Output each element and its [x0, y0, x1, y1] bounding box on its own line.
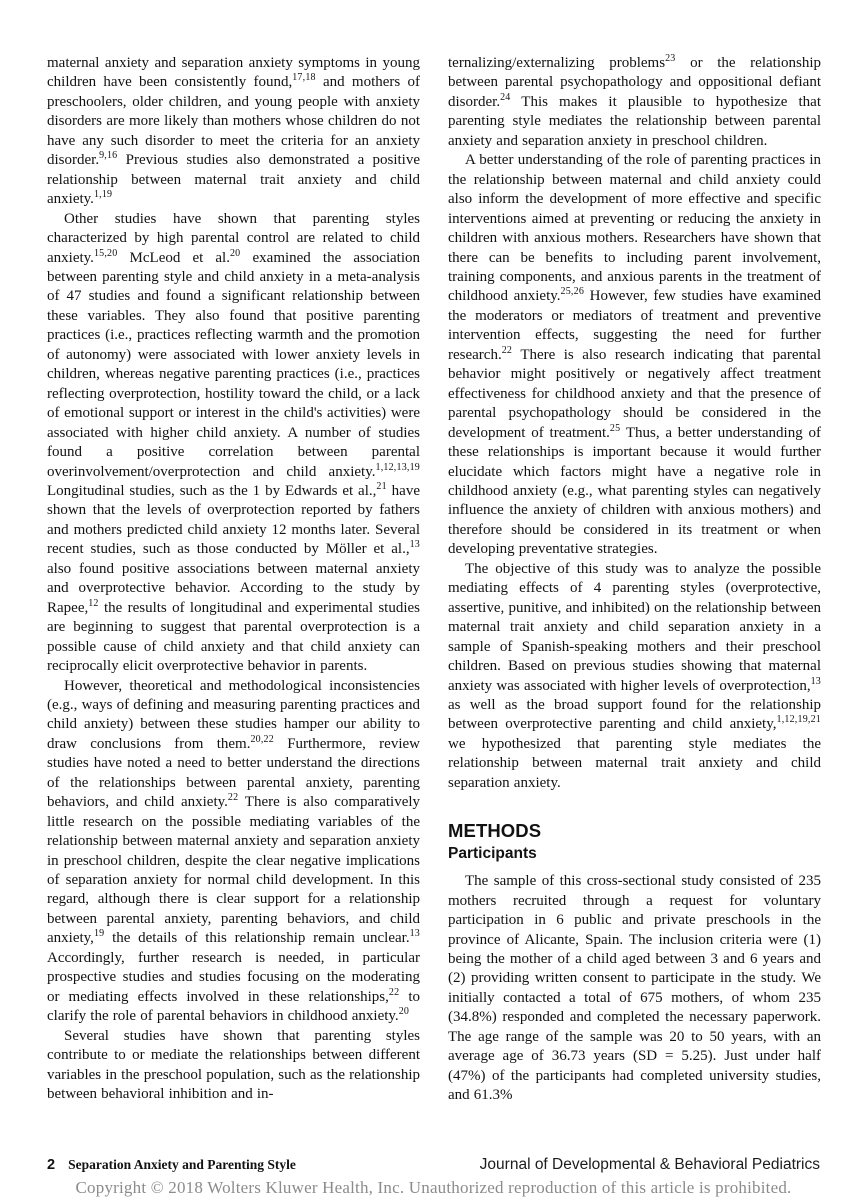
section-heading: METHODS: [448, 820, 542, 842]
page-footer: [47, 1156, 820, 1174]
paragraph: A better understanding of the role of parenting practices in the relationship between maternal and child anxiety could also inform the development of more effective and specific interventions aimed at preventing or reducing the anxiety in children with anxious mothers. Researchers have shown that there can be benefits to including parent involvement, training components, and anxious parents in the treatment of childhood anxiety.$^{25,26}$ However, few studies have examined the moderators or mediators of treatment and preventive intervention effects, suggesting the need for further research.$^{22}$ There is also research indicating that parental behavior might positively or negatively affect treatment effectiveness for childhood anxiety and that the presence of parental psychopathology should be considered in the development of treatment.$^{25}$ Thus, a better understanding of these relationships is important because it would further elucidate which factors might have a negative role in childhood anxiety (e.g., what parenting styles can negatively influence the anxiety of children with anxious mothers) and therefore should be considered in its treatment or when developing preventative strategies.: [448, 152, 821, 558]
reference-superscript: 13: [409, 539, 420, 551]
reference-superscript: 17,18: [292, 72, 316, 84]
reference-superscript: 12: [88, 597, 99, 609]
reference-superscript: 25: [609, 422, 621, 434]
paragraph: The objective of this study was to analyze the possible mediating effects of 4 parenting styles (overprotective, assertive, punitive, and inhibited) on the relationship between maternal trait anxiety and child separation anxiety in a sample of Spanish-speaking mothers and their preschool children. Based on previous studies showing that maternal anxiety was associated with higher levels of overprotection,$^{13}$ as well as the broad support found for the relationship between overprotective parenting and child anxiety,$^{1,12,19,21}$ we hypothesized that parenting style mediates the relationship between maternal trait anxiety and child separation anxiety.: [448, 560, 821, 791]
reference-superscript: 20: [398, 1006, 410, 1018]
reference-superscript: 13: [810, 675, 821, 687]
reference-superscript: 19: [93, 928, 105, 940]
reference-superscript: 23: [665, 53, 676, 64]
paragraph: Other studies have shown that parenting styles characterized by high parental control are related to child anxiety.$^{15,20}$ McLeod et al.$^{20}$ examined the association between parenting style and child anxiety in a meta-analysis of 47 studies and found a significant relationship between these variables. They also found that positive parenting practices (i.e., practices reflecting warmth and the promotion of autonomy) were associated with lower anxiety levels in children, whereas negative parenting practices (i.e., practices reflecting overprotection, hostility toward the child, or a lack of emotional support or interest in the child's activities) were associated with higher child anxiety. A number of studies found a positive correlation between parental overinvolvement/overprotection and child anxiety.$^{1,12,13,19}$ Longitudinal studies, such as the 1 by Edwards et al.,$^{21}$ have shown that the levels of overprotection reported by fathers and mothers predicted child anxiety 12 months later. Several recent studies, such as those conducted by Möller et al.,$^{13}$ also found positive associations between maternal anxiety and overprotective behavior. According to the study by Rapee,$^{12}$ the results of longitudinal and experimental studies are beginning to suggest that parental overprotection is a possible cause of child anxiety and that child anxiety can reciprocally elicit overprotective behavior in parents.: [47, 210, 420, 675]
reference-superscript: 25,26: [560, 286, 585, 298]
running-title: Separation Anxiety and Parenting Style: [68, 1157, 296, 1172]
paragraph: However, theoretical and methodological inconsistencies (e.g., ways of defining and measuring parenting practices and child anxiety) between these studies hamper our ability to draw conclusions from them.$^{20,22}$ Furthermore, review studies have noted a need to better understand the directions of the relationships between parental anxiety, parenting behaviors, and child anxiety.$^{22}$ There is also comparatively little research on the possible mediating variables of the relationship between maternal anxiety and separation anxiety in preschool children, despite the clear negative implications of separation anxiety for normal child development. In this regard, although there is clear support for a relationship between parental anxiety, parenting behaviors, and child anxiety,$^{19}$ the details of this relationship remain unclear.$^{13}$ Accordingly, further research is needed, in particular prospective studies and studies focusing on the moderating or mediating effects involved in these relationships,$^{22}$ to clarify the role of parental behaviors in childhood anxiety.$^{20}$: [47, 677, 421, 1025]
reference-superscript: 22: [227, 792, 239, 804]
reference-superscript: 22: [501, 344, 513, 356]
reference-superscript: 20: [229, 247, 241, 259]
column-right: [448, 54, 821, 1106]
reference-superscript: 9,16: [99, 150, 118, 162]
reference-superscript: 1,19: [93, 189, 113, 201]
journal-name: Journal of Developmental & Behavioral Pediatrics: [479, 1156, 820, 1173]
article-body: [47, 54, 821, 1106]
subsection-heading: Participants: [448, 845, 537, 863]
paragraph-continuation: ternalizing/externalizing problems$^{23}$ or the relationship between parental psychopathology and oppositional defiant disorder.$^{24}$ This makes it plausible to hypothesize that parenting style mediates the relationship between parental anxiety and separation anxiety in preschool children.: [448, 53, 821, 149]
reference-superscript: 1,12,13,19: [375, 461, 420, 473]
reference-superscript: 22: [388, 986, 400, 998]
paragraph: The sample of this cross-sectional study consisted of 235 mothers recruited through a request for voluntary participation in 6 public and private preschools in the province of Alicante, Spain. The inclusion criteria were (1) being the mother of a child aged between 3 and 6 years and (2) providing written consent to participate in the study. We initially contacted a total of 675 mothers, of whom 235 (34.8%) responded and completed the necessary paperwork. The age range of the sample was 20 to 50 years, with an average age of 36.73 years (SD = 5.25). Just under half (47%) of the participants had completed university studies, and 61.3%: [448, 873, 821, 1104]
reference-superscript: 15,20: [93, 247, 118, 259]
column-left: [47, 54, 420, 1106]
reference-superscript: 13: [409, 928, 420, 940]
reference-superscript: 1,12,19,21: [776, 714, 821, 726]
page-number: 2: [47, 1157, 56, 1173]
copyright-notice: Copyright © 2018 Wolters Kluwer Health, Inc. Unauthorized reproduction of this article is prohibited.: [75, 1178, 792, 1197]
paragraph-continuation: maternal anxiety and separation anxiety symptoms in young children have been consistently found,$^{17,18}$ and mothers of preschoolers, older children, and young people with anxiety disorders are more likely than mothers whose children do not have any such disorder to meet the criteria for an anxiety disorder.$^{9,16}$ Previous studies also demonstrated a positive relationship between maternal trait anxiety and child anxiety.$^{1,19}$: [47, 55, 420, 208]
reference-superscript: 21: [376, 480, 387, 492]
paragraph: Several studies have shown that parenting styles contribute to or mediate the relationships between different variables in the preschool population, such as the relationship between behavioral inhibition and in-: [47, 1027, 420, 1103]
running-head: [47, 1157, 296, 1173]
reference-superscript: 24: [500, 91, 511, 103]
reference-superscript: 20,22: [250, 733, 274, 745]
